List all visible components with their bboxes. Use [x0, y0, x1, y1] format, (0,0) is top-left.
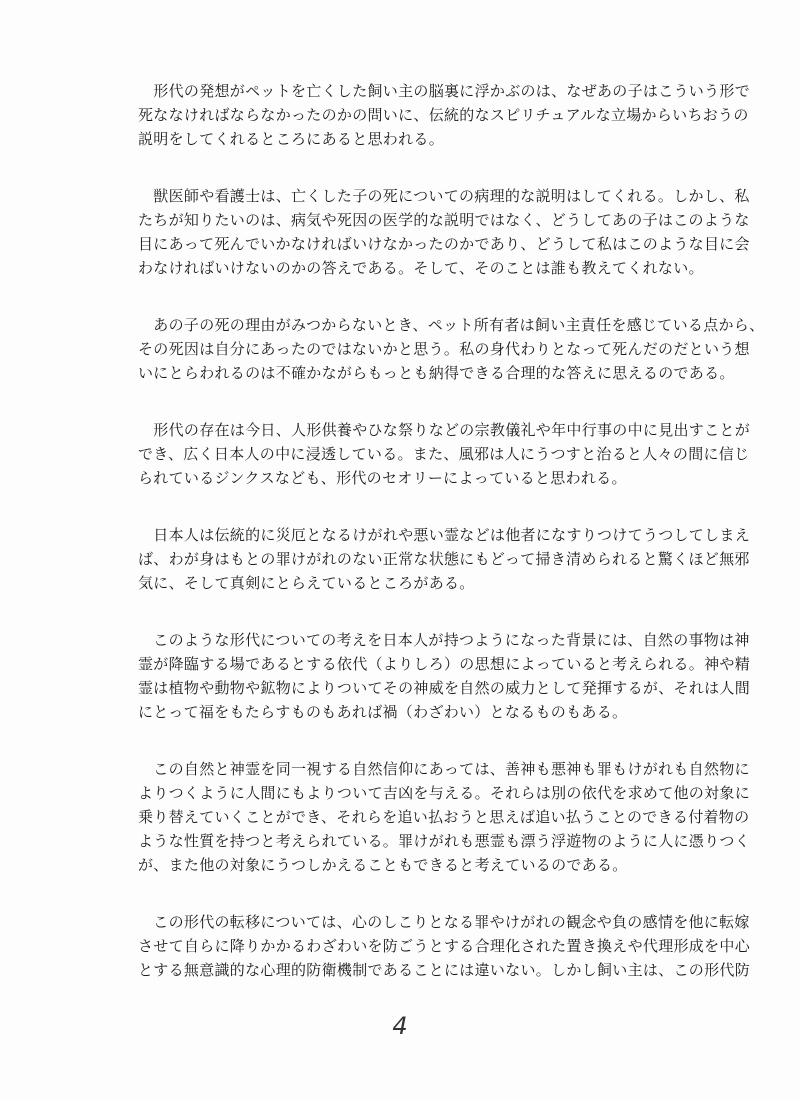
text-line: この自然と神霊を同一視する自然信仰にあっては、善神も悪神も罪もけがれも自然物に [138, 760, 750, 778]
text-line: でき、広く日本人の中に浸透している。また、風邪は人にうつすと治ると人々の間に信じ [138, 445, 750, 463]
text-line: 形代の存在は今日、人形供養やひな祭りなどの宗教儀礼や年中行事の中に見出すことが [138, 421, 751, 439]
paragraph [138, 418, 751, 490]
paragraph [138, 313, 765, 385]
paragraph [138, 910, 751, 982]
text-line: 目にあって死んでいかなければいけなかったのかであり、どうして私はこのような目に会 [138, 235, 750, 253]
text-line: このような形代についての考えを日本人が持つようになった背景には、自然の事物は神 [138, 631, 750, 649]
paragraph [138, 523, 751, 595]
text-line: その死因は自分にあったのではないかと思う。私の身代わりとなって死んだのだという想 [138, 340, 750, 358]
text-line: とする無意識的な心理的防衛機制であることには違いない。しかし飼い主は、この形代防 [138, 961, 751, 979]
text-line: よりつくように人間にもよりついて吉凶を与える。それらは別の依代を求めて他の対象に [138, 784, 751, 802]
text-line: られているジンクスなども、形代のセオリーによっていると思われる。 [138, 469, 627, 487]
text-line: いにとらわれるのは不確かながらもっとも納得できる合理的な答えに思えるのである。 [138, 364, 735, 382]
page-number: 4 [392, 1012, 408, 1040]
paragraph [138, 184, 750, 280]
text-line: 説明をしてくれるところにあると思われる。 [138, 130, 445, 148]
paragraph [138, 757, 751, 877]
text-line: わなければいけないのかの答えである。そして、そのことは誰も教えてくれない。 [138, 259, 704, 277]
text-line: 日本人は伝統的に災厄となるけがれや悪い霊などは他者になすりつけてうつしてしまえ [138, 526, 751, 544]
text-line: たちが知りたいのは、病気や死因の医学的な説明ではなく、どうしてあの子はこのような [138, 211, 750, 229]
text-line: この形代の転移については、心のしこりとなる罪やけがれの観念や負の感情を他に転嫁 [138, 913, 750, 931]
text-line: 霊は植物や動物や鉱物によりついてその神威を自然の威力として発揮するが、それは人間 [138, 679, 751, 697]
text-line: あの子の死の理由がみつからないとき、ペット所有者は飼い主責任を感じている点から、 [138, 316, 765, 334]
text-line: ような性質を持つと考えられている。罪けがれも悪霊も漂う浮遊物のように人に憑りつく [138, 832, 751, 850]
paragraph [138, 628, 751, 724]
text-line: ば、わが身はもとの罪けがれのない正常な状態にもどって掃き清められると驚くほど無邪 [138, 550, 750, 568]
text-line: 乗り替えていくことができ、それらを追い払おうと思えば追い払うことのできる付着物の [138, 808, 750, 826]
text-line: 気に、そして真剣にとらえているところがある。 [138, 574, 475, 592]
paragraph [138, 79, 751, 151]
text-line: 獣医師や看護士は、亡くした子の死についての病理的な説明はしてくれる。しかし、私 [138, 187, 750, 205]
text-line: が、また他の対象にうつしかえることもできると考えているのである。 [138, 856, 628, 874]
body-text [138, 79, 765, 1015]
text-line: 死ななければならなかったのかの問いに、伝統的なスピリチュアルな立場からいちおうの [138, 106, 749, 124]
text-line: にとって福をもたらすものもあれば禍（わざわい）となるものもある。 [138, 703, 628, 721]
text-line: させて自らに降りかかるわざわいを防ごうとする合理化された置き換えや代理形成を中心 [138, 937, 751, 955]
text-line: 霊が降臨する場であるとする依代（よりしろ）の思想によっていると考えられる。神や精 [138, 655, 751, 673]
text-line: 形代の発想がペットを亡くした飼い主の脳裏に浮かぶのは、なぜあの子はこういう形で [138, 82, 751, 100]
